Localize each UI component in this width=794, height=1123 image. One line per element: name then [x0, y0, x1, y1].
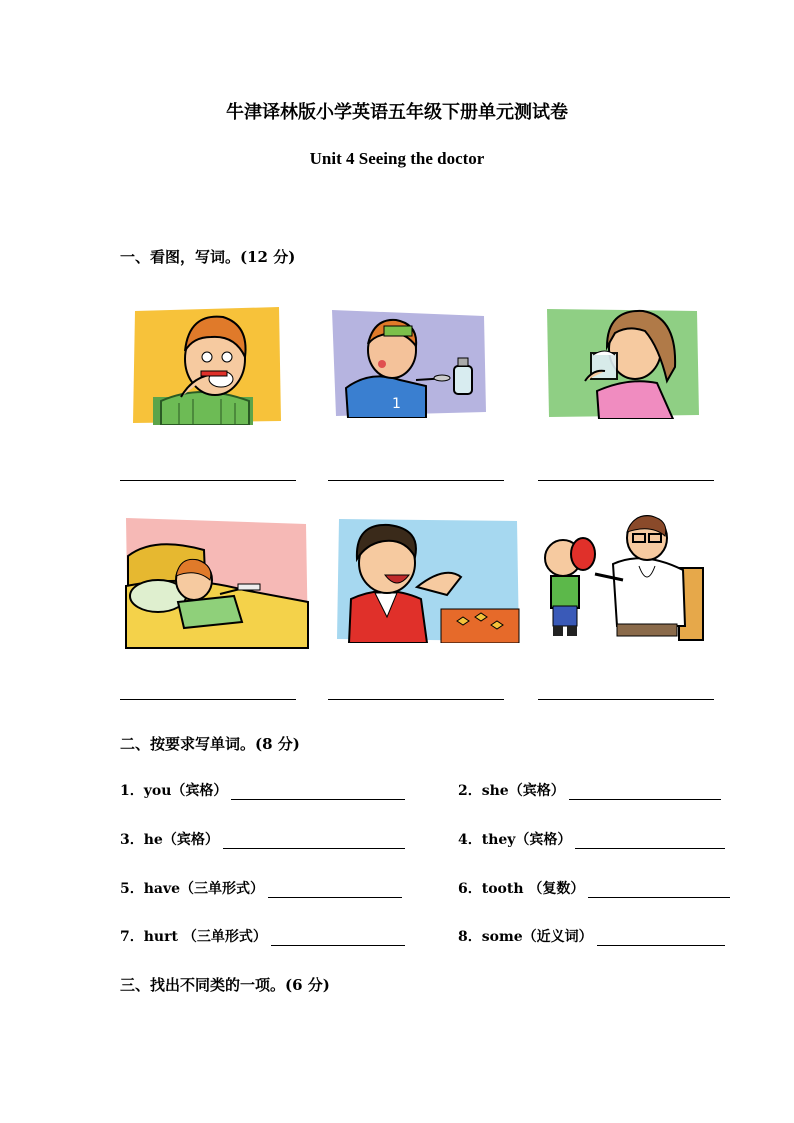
question-1	[120, 780, 405, 800]
question-2-label: 2．she（宾格）	[458, 783, 565, 799]
picture-5-answer-line[interactable]	[328, 699, 504, 700]
question-3-label: 3．he（宾格）	[120, 832, 219, 848]
question-5-answer-line[interactable]	[268, 883, 402, 898]
woman-drinking-water-icon	[545, 307, 701, 419]
page-title: 牛津译林版小学英语五年级下册单元测试卷	[226, 102, 568, 123]
question-1-label: 1．you（宾格）	[120, 783, 228, 799]
question-7-answer-line[interactable]	[271, 931, 405, 946]
doctor-checking-boy-icon	[543, 514, 709, 644]
picture-1-answer-line[interactable]	[120, 480, 296, 481]
svg-text:1: 1	[392, 396, 401, 412]
boy-eating-sweets-icon	[335, 517, 521, 643]
question-6	[458, 878, 730, 898]
unit-subtitle: Unit 4 Seeing the doctor	[309, 149, 485, 168]
question-6-label: 6．tooth （复数）	[458, 881, 585, 897]
question-4-answer-line[interactable]	[575, 834, 725, 849]
question-3-answer-line[interactable]	[223, 834, 405, 849]
section-1-heading: 一、看图，写词。(12 分)	[120, 248, 296, 266]
picture-6-answer-line[interactable]	[538, 699, 714, 700]
picture-2-answer-line[interactable]	[328, 480, 504, 481]
question-3	[120, 829, 405, 849]
section-2-heading: 二、按要求写单词。(8 分)	[120, 735, 300, 753]
question-8-label: 8．some（近义词）	[458, 929, 593, 945]
question-1-answer-line[interactable]	[231, 785, 405, 800]
question-4-label: 4．they（宾格）	[458, 832, 572, 848]
question-2-answer-line[interactable]	[569, 785, 721, 800]
girl-in-bed-icon	[124, 516, 310, 650]
picture-4-answer-line[interactable]	[120, 699, 296, 700]
question-6-answer-line[interactable]	[588, 883, 730, 898]
question-7	[120, 926, 405, 946]
boy-brushing-teeth-icon	[131, 305, 283, 425]
question-8-answer-line[interactable]	[597, 931, 725, 946]
question-5-label: 5．have（三单形式）	[120, 881, 265, 897]
sick-boy-taking-medicine-icon	[330, 306, 488, 418]
picture-3-answer-line[interactable]	[538, 480, 714, 481]
section-3-heading: 三、找出不同类的一项。(6 分)	[120, 976, 330, 994]
question-4	[458, 829, 725, 849]
question-7-label: 7．hurt （三单形式）	[120, 929, 267, 945]
question-2	[458, 780, 721, 800]
question-5	[120, 878, 402, 898]
question-8	[458, 926, 725, 946]
